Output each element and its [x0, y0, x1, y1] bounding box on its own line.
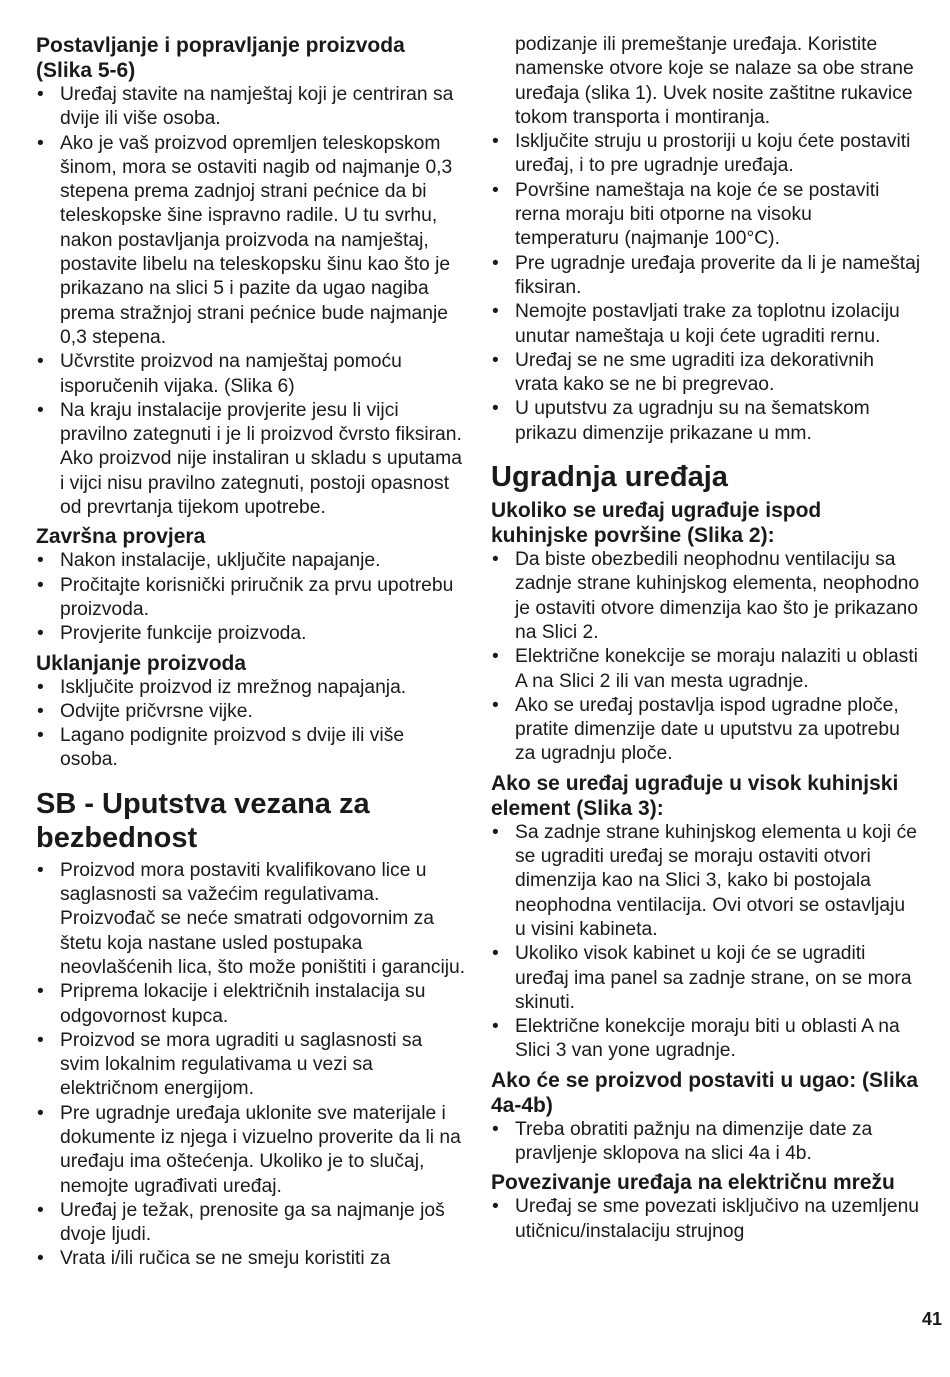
- list-item: • Treba obratiti pažnju na dimenzije date za pravljenje sklopova na slici 4a i 4b.: [491, 1118, 921, 1167]
- section-tall-unit: [491, 771, 921, 1064]
- tall-unit-list: [491, 821, 921, 1064]
- list-item: • Sa zadnje strane kuhinjskog elementa u koji će se ugraditi uređaj se moraju ostaviti otvori dimenzija kao na Slici 3, kako bi postojala neophodna ventilacija. Ovi otvori se ostavljaju u visini kabineta.: [491, 821, 921, 942]
- safety-list-continued: [491, 33, 921, 446]
- list-item: • Vrata i/ili ručica se ne smeju koristiti za: [36, 1247, 466, 1271]
- corner-heading: Ako će se proizvod postaviti u ugao: (Slika 4a-4b): [491, 1068, 919, 1117]
- list-item: • Pre ugradnje uređaja proverite da li je nameštaj fiksiran.: [491, 252, 921, 301]
- final-check-list: [36, 549, 466, 646]
- final-check-heading: Završna provjera: [36, 525, 206, 549]
- right-column: [491, 33, 921, 1244]
- list-item: • Električne konekcije moraju biti u oblasti A na Slici 3 van yone ugradnje.: [491, 1015, 921, 1064]
- section-installation: [36, 33, 466, 520]
- section-removal: [36, 651, 466, 773]
- under-worktop-list: [491, 548, 921, 767]
- installation-heading: Postavljanje i popravljanje proizvoda (Slika 5-6): [36, 34, 405, 82]
- list-item: • Učvrstite proizvod na namještaj pomoću isporučenih vijaka. (Slika 6): [36, 350, 466, 399]
- list-item: • Ako se uređaj postavlja ispod ugradne ploče, pratite dimenzije date u uputstvu za upotrebu za ugradnju ploče.: [491, 694, 921, 767]
- removal-heading: Uklanjanje proizvoda: [36, 651, 247, 675]
- section-electrical: [491, 1170, 921, 1244]
- list-item: • Uređaj je težak, prenosite ga sa najmanje još dvoje ljudi.: [36, 1199, 466, 1248]
- list-item: • Priprema lokacije i električnih instalacija su odgovornost kupca.: [36, 980, 466, 1029]
- page-number: 41: [921, 1309, 942, 1329]
- list-item: • Ukoliko visok kabinet u koji će se ugraditi uređaj ima panel sa zadnje strane, on se mora skinuti.: [491, 942, 921, 1015]
- list-item: • Na kraju instalacije provjerite jesu li vijci pravilno zategnuti i je li proizvod čvrsto fiksiran. Ako proizvod nije instaliran u skladu s uputama i vijci nisu pravilno zategnuti, postoji opasnost od prevrtanja tijekom upotrebe.: [36, 399, 466, 520]
- list-item: • U uputstvu za ugradnju su na šematskom prikazu dimenzije prikazane u mm.: [491, 397, 921, 446]
- list-item: • Električne konekcije se moraju nalaziti u oblasti A na Slici 2 ili van mesta ugradnje.: [491, 645, 921, 694]
- left-column: [36, 33, 466, 1272]
- list-item-continued: podizanje ili premeštanje uređaja. Koristite namenske otvore koje se nalaze sa obe strane uređaja (slika 1). Uvek nosite zaštitne rukavice tokom transporta i montiranja.: [515, 34, 914, 128]
- under-worktop-heading: Ukoliko se uređaj ugrađuje ispod kuhinjske površine (Slika 2):: [491, 499, 822, 548]
- electrical-heading: Povezivanje uređaja na električnu mrežu: [491, 1171, 895, 1195]
- electrical-list: [491, 1195, 921, 1244]
- list-item: • Lagano podignite proizvod s dvije ili više osoba.: [36, 724, 466, 773]
- removal-list: [36, 676, 466, 773]
- list-item: • Pročitajte korisnički priručnik za prvu upotrebu proizvoda.: [36, 574, 466, 623]
- list-item: • Provjerite funkcije proizvoda.: [36, 622, 466, 646]
- list-item: • Proizvod mora postaviti kvalifikovano lice u saglasnosti sa važećim regulativama. Proizvođač se neće smatrati odgovornim za štetu koja nastane usled postupaka neovlašćenih lica, što može poništiti i garanciju.: [36, 859, 466, 980]
- list-item: • Isključite proizvod iz mrežnog napajanja.: [36, 676, 466, 700]
- list-item: • Proizvod se mora ugraditi u saglasnosti sa svim lokalnim regulativama u vezi sa električnom energijom.: [36, 1029, 466, 1102]
- installation-main-heading: Ugradnja uređaja: [491, 461, 728, 494]
- list-item: • Pre ugradnje uređaja uklonite sve materijale i dokumente iz njega i vizuelno proverite da li na uređaju ima oštećenja. Ukoliko je to slučaj, nemojte ugrađivati uređaj.: [36, 1102, 466, 1199]
- list-item: • Nemojte postavljati trake za toplotnu izolaciju unutar nameštaja u koji ćete ugraditi rernu.: [491, 300, 921, 349]
- list-item: • Da biste obezbedili neophodnu ventilaciju sa zadnje strane kuhinjskog elementa, neophodno je ostaviti otvore dimenzija kao što je prikazano na Slici 2.: [491, 548, 921, 645]
- list-item: • Uređaj se sme povezati isključivo na uzemljenu utičnicu/instalaciju strujnog: [491, 1195, 921, 1244]
- list-item: • Isključite struju u prostoriji u koju ćete postaviti uređaj, i to pre ugradnje uređaja.: [491, 130, 921, 179]
- list-item: • Ako je vaš proizvod opremljen teleskopskom šinom, mora se ostaviti nagib od najmanje 0,3 stepena prema zadnjoj strani pećnice da bi teleskopske šine ispravno radile. U tu svrhu, nakon postavljanja proizvoda na namještaj, postavite libelu na teleskopsku šinu kao što je prikazano na slici 5 i pazite da ugao nagiba prema stražnjoj strani pećnice bude najmanje 0,3 stepena.: [36, 132, 466, 351]
- list-item: • Odvijte pričvrsne vijke.: [36, 700, 466, 724]
- section-final-check: [36, 524, 466, 646]
- safety-heading: SB - Uputstva vezana za bezbednost: [36, 787, 370, 854]
- safety-list: [36, 859, 466, 1272]
- section-under-worktop: [491, 498, 921, 767]
- corner-list: [491, 1118, 921, 1167]
- list-item: • Površine nameštaja na koje će se postaviti rerna moraju biti otporne na visoku temperaturu (najmanje 100°C).: [491, 179, 921, 252]
- tall-unit-heading: Ako se uređaj ugrađuje u visok kuhinjski element (Slika 3):: [491, 771, 899, 820]
- installation-list: [36, 83, 466, 520]
- list-item: • Uređaj se ne sme ugraditi iza dekorativnih vrata kako se ne bi pregrevao.: [491, 349, 921, 398]
- section-safety: [36, 787, 466, 1272]
- section-corner: [491, 1068, 921, 1167]
- list-item: • Nakon instalacije, uključite napajanje.: [36, 549, 466, 573]
- list-item: • Uređaj stavite na namještaj koji je centriran sa dvije ili više osoba.: [36, 83, 466, 132]
